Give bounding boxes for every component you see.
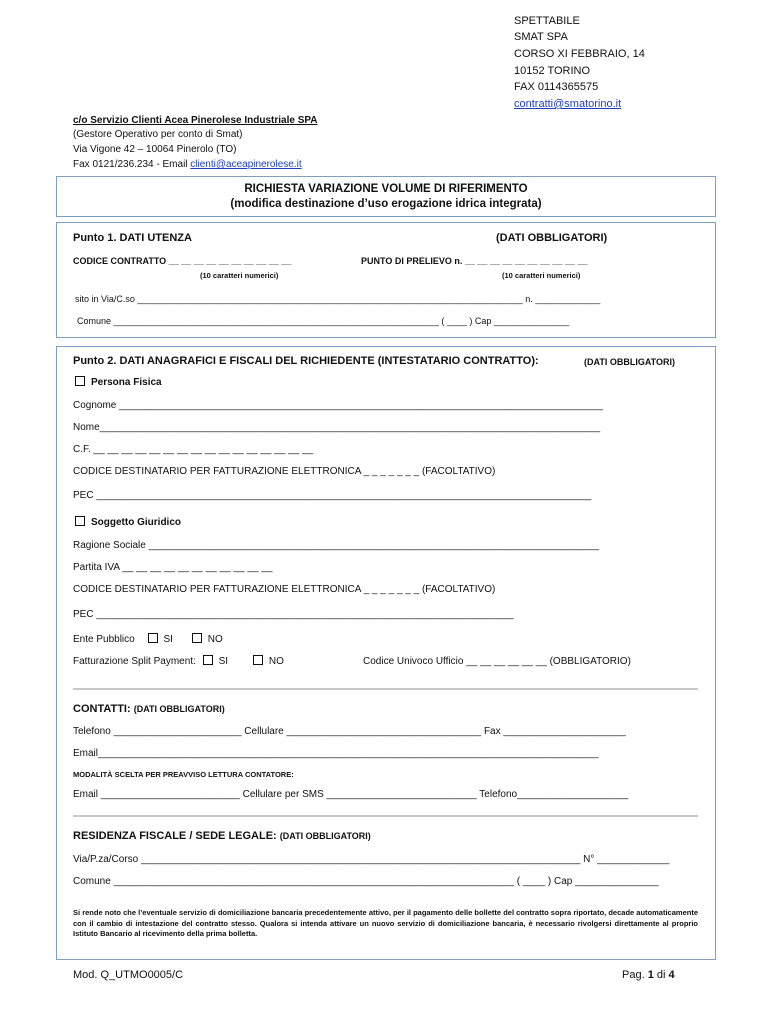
- codice-contratto-field[interactable]: CODICE CONTRATTO __ __ __ __ __ __ __ __ __ __: [73, 256, 292, 266]
- request-title: RICHIESTA VARIAZIONE VOLUME DI RIFERIMENTO: [244, 183, 528, 195]
- section-divider: [73, 688, 698, 690]
- punto-prelievo-hint: (10 caratteri numerici): [502, 271, 581, 280]
- ente-pubblico-label: Ente Pubblico: [73, 634, 135, 645]
- residenza-heading: RESIDENZA FISCALE / SEDE LEGALE:: [73, 830, 277, 842]
- split-payment-no-checkbox[interactable]: [253, 655, 263, 665]
- operator-title: c/o Servizio Clienti Acea Pinerolese Industriale SPA: [73, 115, 318, 126]
- page-of: di: [653, 969, 669, 981]
- page-total: 4: [668, 969, 675, 981]
- soggetto-giuridico-option[interactable]: [75, 516, 181, 529]
- codice-fiscale-field[interactable]: C.F. __ __ __ __ __ __ __ __ __ __ __ __ __ __ __ __: [73, 444, 314, 455]
- persona-fisica-label: Persona Fisica: [91, 377, 162, 388]
- recipient-line: SMAT SPA: [514, 31, 568, 43]
- ente-pubblico-si-checkbox[interactable]: [148, 633, 158, 643]
- contatti-heading-row: [73, 702, 225, 716]
- sito-via-field[interactable]: sito in Via/C.so _____________________________________________________________________________ n. _____________: [75, 294, 601, 304]
- split-payment-label: Fatturazione Split Payment:: [73, 656, 196, 667]
- soggetto-giuridico-checkbox[interactable]: [75, 516, 85, 526]
- contatti-heading: CONTATTI:: [73, 703, 131, 715]
- split-payment-si-checkbox[interactable]: [203, 655, 213, 665]
- punto1-heading: Punto 1. DATI UTENZA: [73, 232, 192, 244]
- domiciliazione-notice: Si rende noto che l’eventuale servizio di domiciliazione bancaria precedentemente attivo, per il pagamento delle bollette del contratto sopra riportato, decade automaticamente con il cambio di intestazione del contratto stesso. Qualora si intenda attivare un nuovo servizio di domiciliazione bancaria, è necessario rivolgersi direttamente al proprio Istituto Bancario al ricevimento della prima bolletta.: [73, 908, 698, 938]
- ente-pubblico-no-checkbox[interactable]: [192, 633, 202, 643]
- punto2-heading: Punto 2. DATI ANAGRAFICI E FISCALI DEL RICHIEDENTE (INTESTATARIO CONTRATTO):: [73, 355, 539, 367]
- operator-contact: [73, 158, 302, 171]
- no-label: NO: [268, 656, 284, 667]
- codice-univoco-field[interactable]: Codice Univoco Ufficio __ __ __ __ __ __ (OBBLIGATORIO): [363, 656, 631, 667]
- operator-line: Via Vigone 42 – 10064 Pinerolo (TO): [73, 144, 237, 155]
- model-code: Mod. Q_UTMO0005/C: [73, 969, 184, 981]
- codice-destinatario-field[interactable]: CODICE DESTINATARIO PER FATTURAZIONE ELETTRONICA _ _ _ _ _ _ _ (FACOLTATIVO): [73, 584, 496, 595]
- persona-fisica-option[interactable]: [75, 376, 162, 389]
- operator-line: (Gestore Operativo per conto di Smat): [73, 129, 243, 140]
- punto2-section: [56, 346, 716, 960]
- recipient-line: CORSO XI FEBBRAIO, 14: [514, 48, 645, 60]
- nome-field[interactable]: Nome__________________________________________________________________________________________: [73, 422, 601, 433]
- section-divider: [73, 815, 698, 817]
- preavviso-fields[interactable]: Email _________________________ Cellulare per SMS ___________________________ Telefono____________________: [73, 789, 629, 800]
- page-label: Pag.: [622, 969, 648, 981]
- recipient-line: SPETTABILE: [514, 15, 580, 27]
- recipient-line: 10152 TORINO: [514, 65, 591, 77]
- modalita-preavviso-label: MODALITÀ SCELTA PER PREAVVISO LETTURA CONTATORE:: [73, 770, 294, 779]
- residenza-via-field[interactable]: Via/P.za/Corso _______________________________________________________________________________ N° _____________: [73, 854, 670, 865]
- request-title-box: [56, 176, 716, 217]
- residenza-heading-row: [73, 829, 371, 843]
- si-label: SI: [218, 656, 229, 667]
- no-label: NO: [207, 634, 223, 645]
- recipient-email-link[interactable]: contratti@smatorino.it: [514, 98, 622, 110]
- punto2-mandatory: (DATI OBBLIGATORI): [584, 357, 675, 367]
- page-current: 1: [647, 969, 654, 981]
- cognome-field[interactable]: Cognome _______________________________________________________________________________________: [73, 400, 603, 411]
- persona-fisica-checkbox[interactable]: [75, 376, 85, 386]
- punto-prelievo-field[interactable]: PUNTO DI PRELIEVO n. __ __ __ __ __ __ __ __ __ __: [361, 256, 588, 266]
- residenza-mandatory: (DATI OBBLIGATORI): [279, 831, 371, 841]
- codice-contratto-hint: (10 caratteri numerici): [200, 271, 279, 280]
- ragione-sociale-field[interactable]: Ragione Sociale _________________________________________________________________________________: [73, 540, 600, 551]
- request-subtitle: (modifica destinazione d’uso erogazione idrica integrata): [230, 198, 542, 210]
- soggetto-giuridico-label: Soggetto Giuridico: [91, 517, 181, 528]
- pec-field[interactable]: PEC ___________________________________________________________________________: [73, 609, 514, 620]
- email-field[interactable]: Email__________________________________________________________________________________________: [73, 748, 599, 759]
- pec-field[interactable]: PEC _________________________________________________________________________________________: [73, 490, 592, 501]
- ente-pubblico-row: [73, 633, 223, 646]
- partita-iva-field[interactable]: Partita IVA __ __ __ __ __ __ __ __ __ __ __: [73, 562, 273, 573]
- telefono-cellulare-fax-fields[interactable]: Telefono _______________________ Cellulare ___________________________________ Fax ______________________: [73, 726, 626, 737]
- split-payment-row: [73, 655, 284, 668]
- residenza-comune-field[interactable]: Comune ________________________________________________________________________ ( ____ ) Cap _______________: [73, 876, 659, 887]
- si-label: SI: [163, 634, 173, 645]
- page-number: [622, 968, 675, 982]
- contatti-mandatory: (DATI OBBLIGATORI): [133, 704, 225, 714]
- operator-email-link[interactable]: clienti@aceapinerolese.it: [190, 159, 302, 170]
- codice-destinatario-field[interactable]: CODICE DESTINATARIO PER FATTURAZIONE ELETTRONICA _ _ _ _ _ _ _ (FACOLTATIVO): [73, 466, 496, 477]
- recipient-line: FAX 0114365575: [514, 81, 599, 93]
- punto1-mandatory: (DATI OBBLIGATORI): [496, 232, 608, 244]
- operator-fax: Fax 0121/236.234 - Email: [73, 159, 191, 170]
- comune-field[interactable]: Comune _________________________________________________________________ ( ____ ) Cap _______________: [77, 316, 569, 326]
